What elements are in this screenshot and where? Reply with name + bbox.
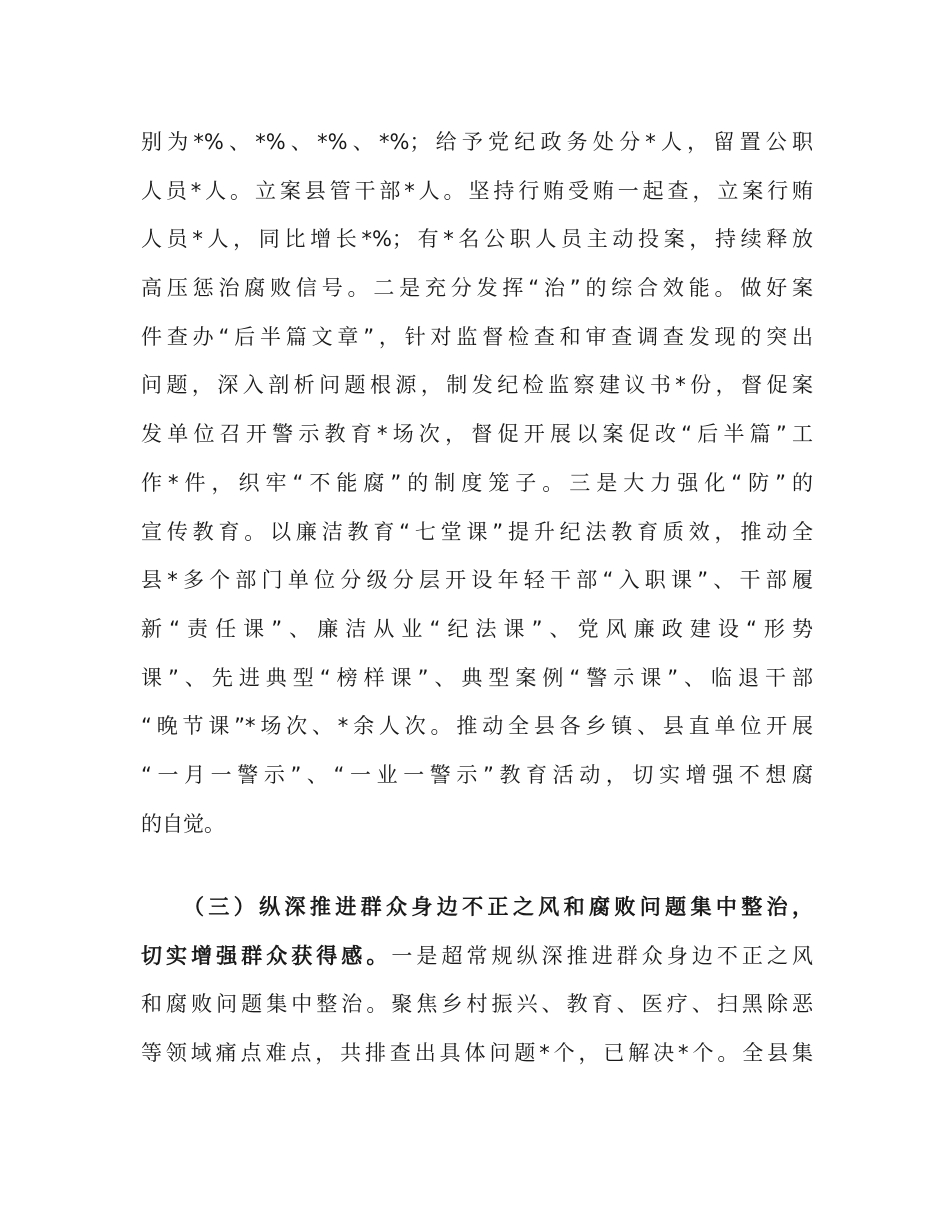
text-line: 发单位召开警示教育*场次，督促开展以案促改“后半篇”工 [141,422,813,447]
text-line: 县*多个部门单位分级分层开设年轻干部“入职课”、干部履 [141,568,813,593]
text-line: 件查办“后半篇文章”，针对监督检查和审查调查发现的突出 [141,324,813,349]
text-line: 问题，深入剖析问题根源，制发纪检监察建议书*份，督促案 [141,373,813,398]
text-line: “晚节课”*场次、*余人次。推动全县各乡镇、县直单位开展 [141,714,813,739]
text-line: 高压惩治腐败信号。二是充分发挥“治”的综合效能。做好案 [141,276,813,301]
text-line [141,932,813,981]
text-line: 人员*人，同比增长*%；有*名公职人员主动投案，持续释放 [141,227,813,252]
text-run: 一是超常规纵深推进群众身边不正之风 [391,943,814,968]
text-line: 等领域痛点难点，共排查出具体问题*个，已解决*个。全县集 [141,1041,813,1066]
text-line: 和腐败问题集中整治。聚焦乡村振兴、教育、医疗、扫黑除恶 [141,992,813,1017]
text-line: 人员*人。立案县管干部*人。坚持行贿受贿一起查，立案行贿 [141,178,813,203]
section-heading: （三）纵深推进群众身边不正之风和腐败问题集中整治， [183,895,813,919]
body-paragraph-2 [141,883,813,1078]
text-line: 新“责任课”、廉洁从业“纪法课”、党风廉政建设“形势 [141,616,813,641]
text-line: 别为*%、*%、*%、*%；给予党纪政务处分*人，留置公职 [141,130,813,154]
text-line: 课”、先进典型“榜样课”、典型案例“警示课”、临退干部 [141,665,813,690]
body-paragraph-1 [141,118,813,848]
section-heading-continuation: 切实增强群众获得感。 [141,943,392,968]
text-line: 宣传教育。以廉洁教育“七堂课”提升纪法教育质效，推动全 [141,519,813,544]
text-line: 的自觉。 [141,811,225,836]
text-line: “一月一警示”、“一业一警示”教育活动，切实增强不想腐 [141,762,813,787]
text-line: 作*件，织牢“不能腐”的制度笼子。三是大力强化“防”的 [141,470,813,495]
